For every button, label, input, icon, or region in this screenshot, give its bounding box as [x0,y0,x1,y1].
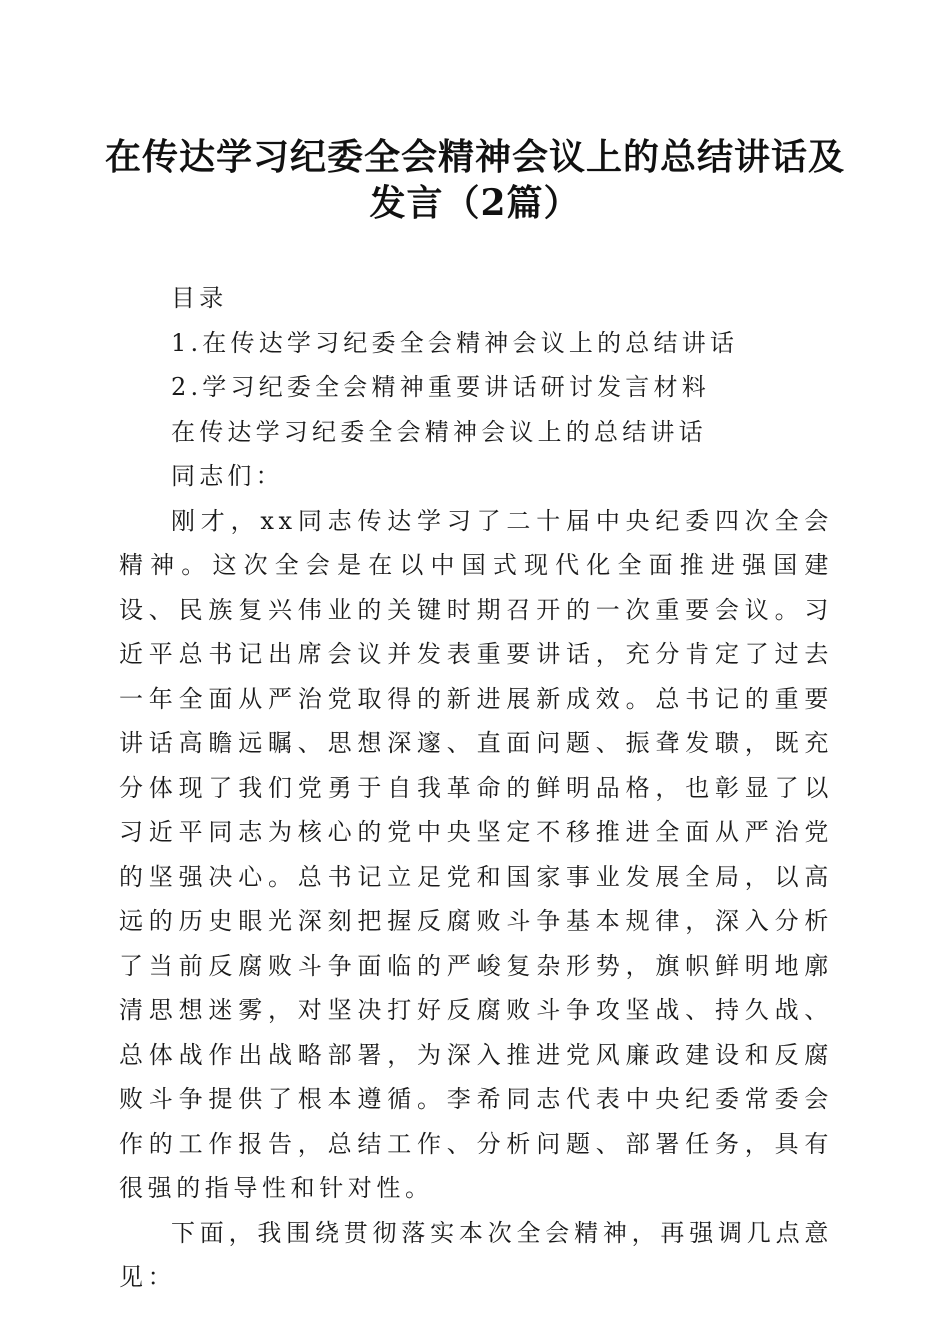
title-line-1: 在传达学习纪委全会精神会议上的总结讲话及 [104,136,845,178]
toc-heading: 目录 [171,284,228,312]
body-paragraph-2: 下面，我围绕贯彻落实本次全会精神，再强调几点意见： [119,1218,833,1291]
document-title [80,134,870,226]
document-body [119,276,833,1300]
section-heading: 在传达学习纪委全会精神会议上的总结讲话 [171,417,707,446]
salutation: 同志们： [171,462,284,490]
title-line-2: 发言（2篇） [369,182,581,224]
toc-item-2: 2.学习纪委全会精神重要讲话研讨发言材料 [171,373,710,401]
toc-item-1: 1.在传达学习纪委全会精神会议上的总结讲话 [171,328,739,357]
body-paragraph-1: 刚才，xx同志传达学习了二十届中央纪委四次全会精神。这次全会是在以中国式现代化全面推进强国建设、民族复兴伟业的关键时期召开的一次重要会议。习近平总书记出席会议并发表重要讲话，充分肯定了过去一年全面从严治党取得的新进展新成效。总书记的重要讲话高瞻远瞩、思想深邃、直面问题、振聋发聩，既充分体现了我们党勇于自我革命的鲜明品格，也彰显了以习近平同志为核心的党中央坚定不移推进全面从严治党的坚强决心。总书记立足党和国家事业发展全局，以高远的历史眼光深刻把握反腐败斗争基本规律，深入分析了当前反腐败斗争面临的严峻复杂形势，旗帜鲜明地廓清思想迷雾，对坚决打好反腐败斗争攻坚战、持久战、总体战作出战略部署，为深入推进党风廉政建设和反腐败斗争提供了根本遵循。李希同志代表中央纪委常委会作的工作报告，总结工作、分析问题、部署任务，具有很强的指导性和针对性。 [119,506,833,1202]
